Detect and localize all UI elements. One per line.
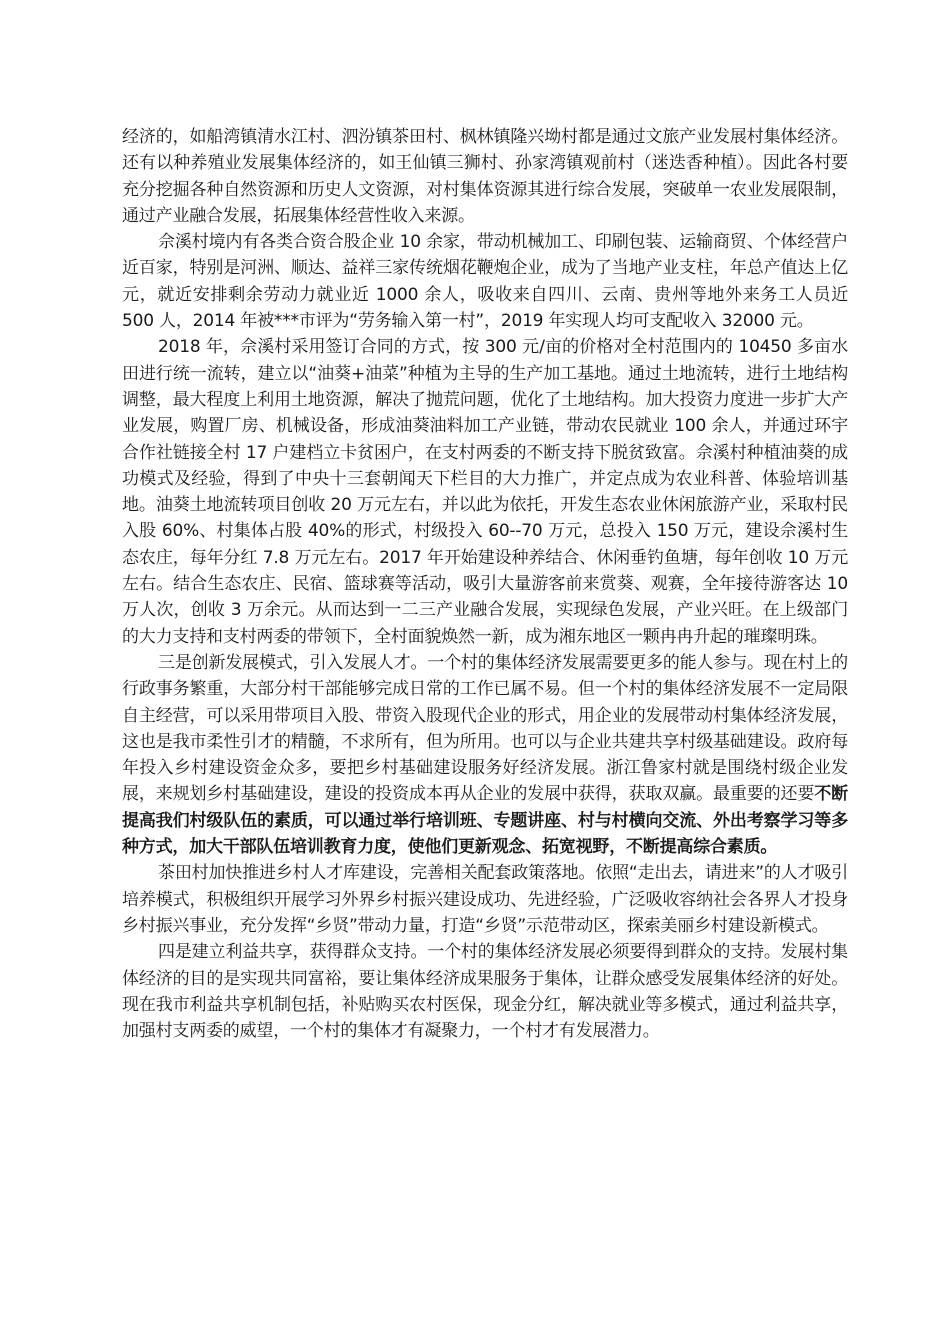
- paragraph-bold-text: 不断提高我们村级队伍的素质，可以通过举行培训班、专题讲座、村与村横向交流、外出考察学习等多种方式，加大干部队伍培训教育力度，使他们更新观念、拓宽视野，不断提高综合素质。: [122, 784, 848, 858]
- paragraph-text: 佘溪村境内有各类合资合股企业 10 余家，带动机械加工、印刷包装、运输商贸、个体经营户近百家，特别是河洲、顺达、益祥三家传统烟花鞭炮企业，成为了当地产业支柱，年总产值达上亿元，就近安排剩余劳动力就业近 1000 余人，吸收来自四川、云南、贵州等地外来务工人员近 500 人，2014 年被***市评为“劳务输入第一村”，2019 年实现人均可支配收入 32000 元。: [122, 232, 848, 332]
- paragraph: [122, 229, 848, 334]
- paragraph: [122, 334, 848, 650]
- paragraph: [122, 860, 848, 939]
- paragraph-text: 四是建立利益共享，获得群众支持。一个村的集体经济发展必须要得到群众的支持。发展村集体经济的目的是实现共同富裕，要让集体经济成果服务于集体，让群众感受发展集体经济的好处。现在我市利益共享机制包括，补贴购买农村医保，现金分红，解决就业等多模式，通过利益共享，加强村支两委的威望，一个村的集体才有凝聚力，一个村才有发展潜力。: [122, 942, 848, 1042]
- paragraph-text: 经济的，如船湾镇清水江村、泗汾镇茶田村、枫林镇隆兴坳村都是通过文旅产业发展村集体经济。还有以种养殖业发展集体经济的，如王仙镇三狮村、孙家湾镇观前村（迷迭香种植）。因此各村要充分挖掘各种自然资源和历史人文资源，对村集体资源其进行综合发展，突破单一农业发展限制，通过产业融合发展，拓展集体经营性收入来源。: [122, 127, 848, 226]
- paragraph-text: 茶田村加快推进乡村人才库建设，完善相关配套政策落地。依照“走出去，请进来”的人才吸引培养模式，积极组织开展学习外界乡村振兴建设成功、先进经验，广泛吸收容纳社会各界人才投身乡村振兴事业，充分发挥“乡贤”带动力量，打造“乡贤”示范带动区，探索美丽乡村建设新模式。: [122, 863, 848, 936]
- paragraph-text: 三是创新发展模式，引入发展人才。一个村的集体经济发展需要更多的能人参与。现在村上的行政事务繁重，大部分村干部能够完成日常的工作已属不易。但一个村的集体经济发展不一定局限自主经营，可以采用带项目入股、带资入股现代企业的形式，用企业的发展带动村集体经济发展，这也是我市柔性引才的精髓，不求所有，但为所用。也可以与企业共建共享村级基础建设。政府每年投入乡村建设资金众多，要把乡村基础建设服务好经济发展。浙江鲁家村就是围绕村级企业发展，来规划乡村基础建设，建设的投资成本再从企业的发展中获得，获取双赢。最重要的还要: [122, 652, 848, 805]
- paragraph-text: 2018 年，佘溪村采用签订合同的方式，按 300 元/亩的价格对全村范围内的 10450 多亩水田进行统一流转，建立以“油葵+油菜”种植为主导的生产加工基地。通过土地流转，进行土地结构调整，最大程度上利用土地资源，解决了抛荒问题，优化了土地结构。加大投资力度进一步扩大产业发展，购置厂房、机械设备，形成油葵油料加工产业链，带动农民就业 100 余人，并通过环宇合作社链接全村 17 户建档立卡贫困户，在支村两委的不断支持下脱贫致富。佘溪村种植油葵的成功模式及经验，得到了中央十三套朝闻天下栏目的大力推广，并定点成为农业科普、体验培训基地。油葵土地流转项目创收 20 万元左右，并以此为依托，开发生态农业休闲旅游产业，采取村民入股 60%、村集体占股 40%的形式，村级投入 60--70 万元，总投入 150 万元，建设佘溪村生态农庄，每年分红 7.8 万元左右。2017 年开始建设种养结合、休闲垂钓鱼塘，每年创收 10 万元左右。结合生态农庄、民宿、篮球赛等活动，吸引大量游客前来赏葵、观赛，全年接待游客达 10 万人次，创收 3 万余元。从而达到一二三产业融合发展，实现绿色发展，产业兴旺。在上级部门的大力支持和支村两委的带领下，全村面貌焕然一新，成为湘东地区一颗冉冉升起的璀璨明珠。: [122, 337, 848, 647]
- paragraph: [122, 939, 848, 1044]
- paragraph: [122, 124, 848, 229]
- paragraph: [122, 650, 848, 860]
- document-body: [122, 124, 848, 1044]
